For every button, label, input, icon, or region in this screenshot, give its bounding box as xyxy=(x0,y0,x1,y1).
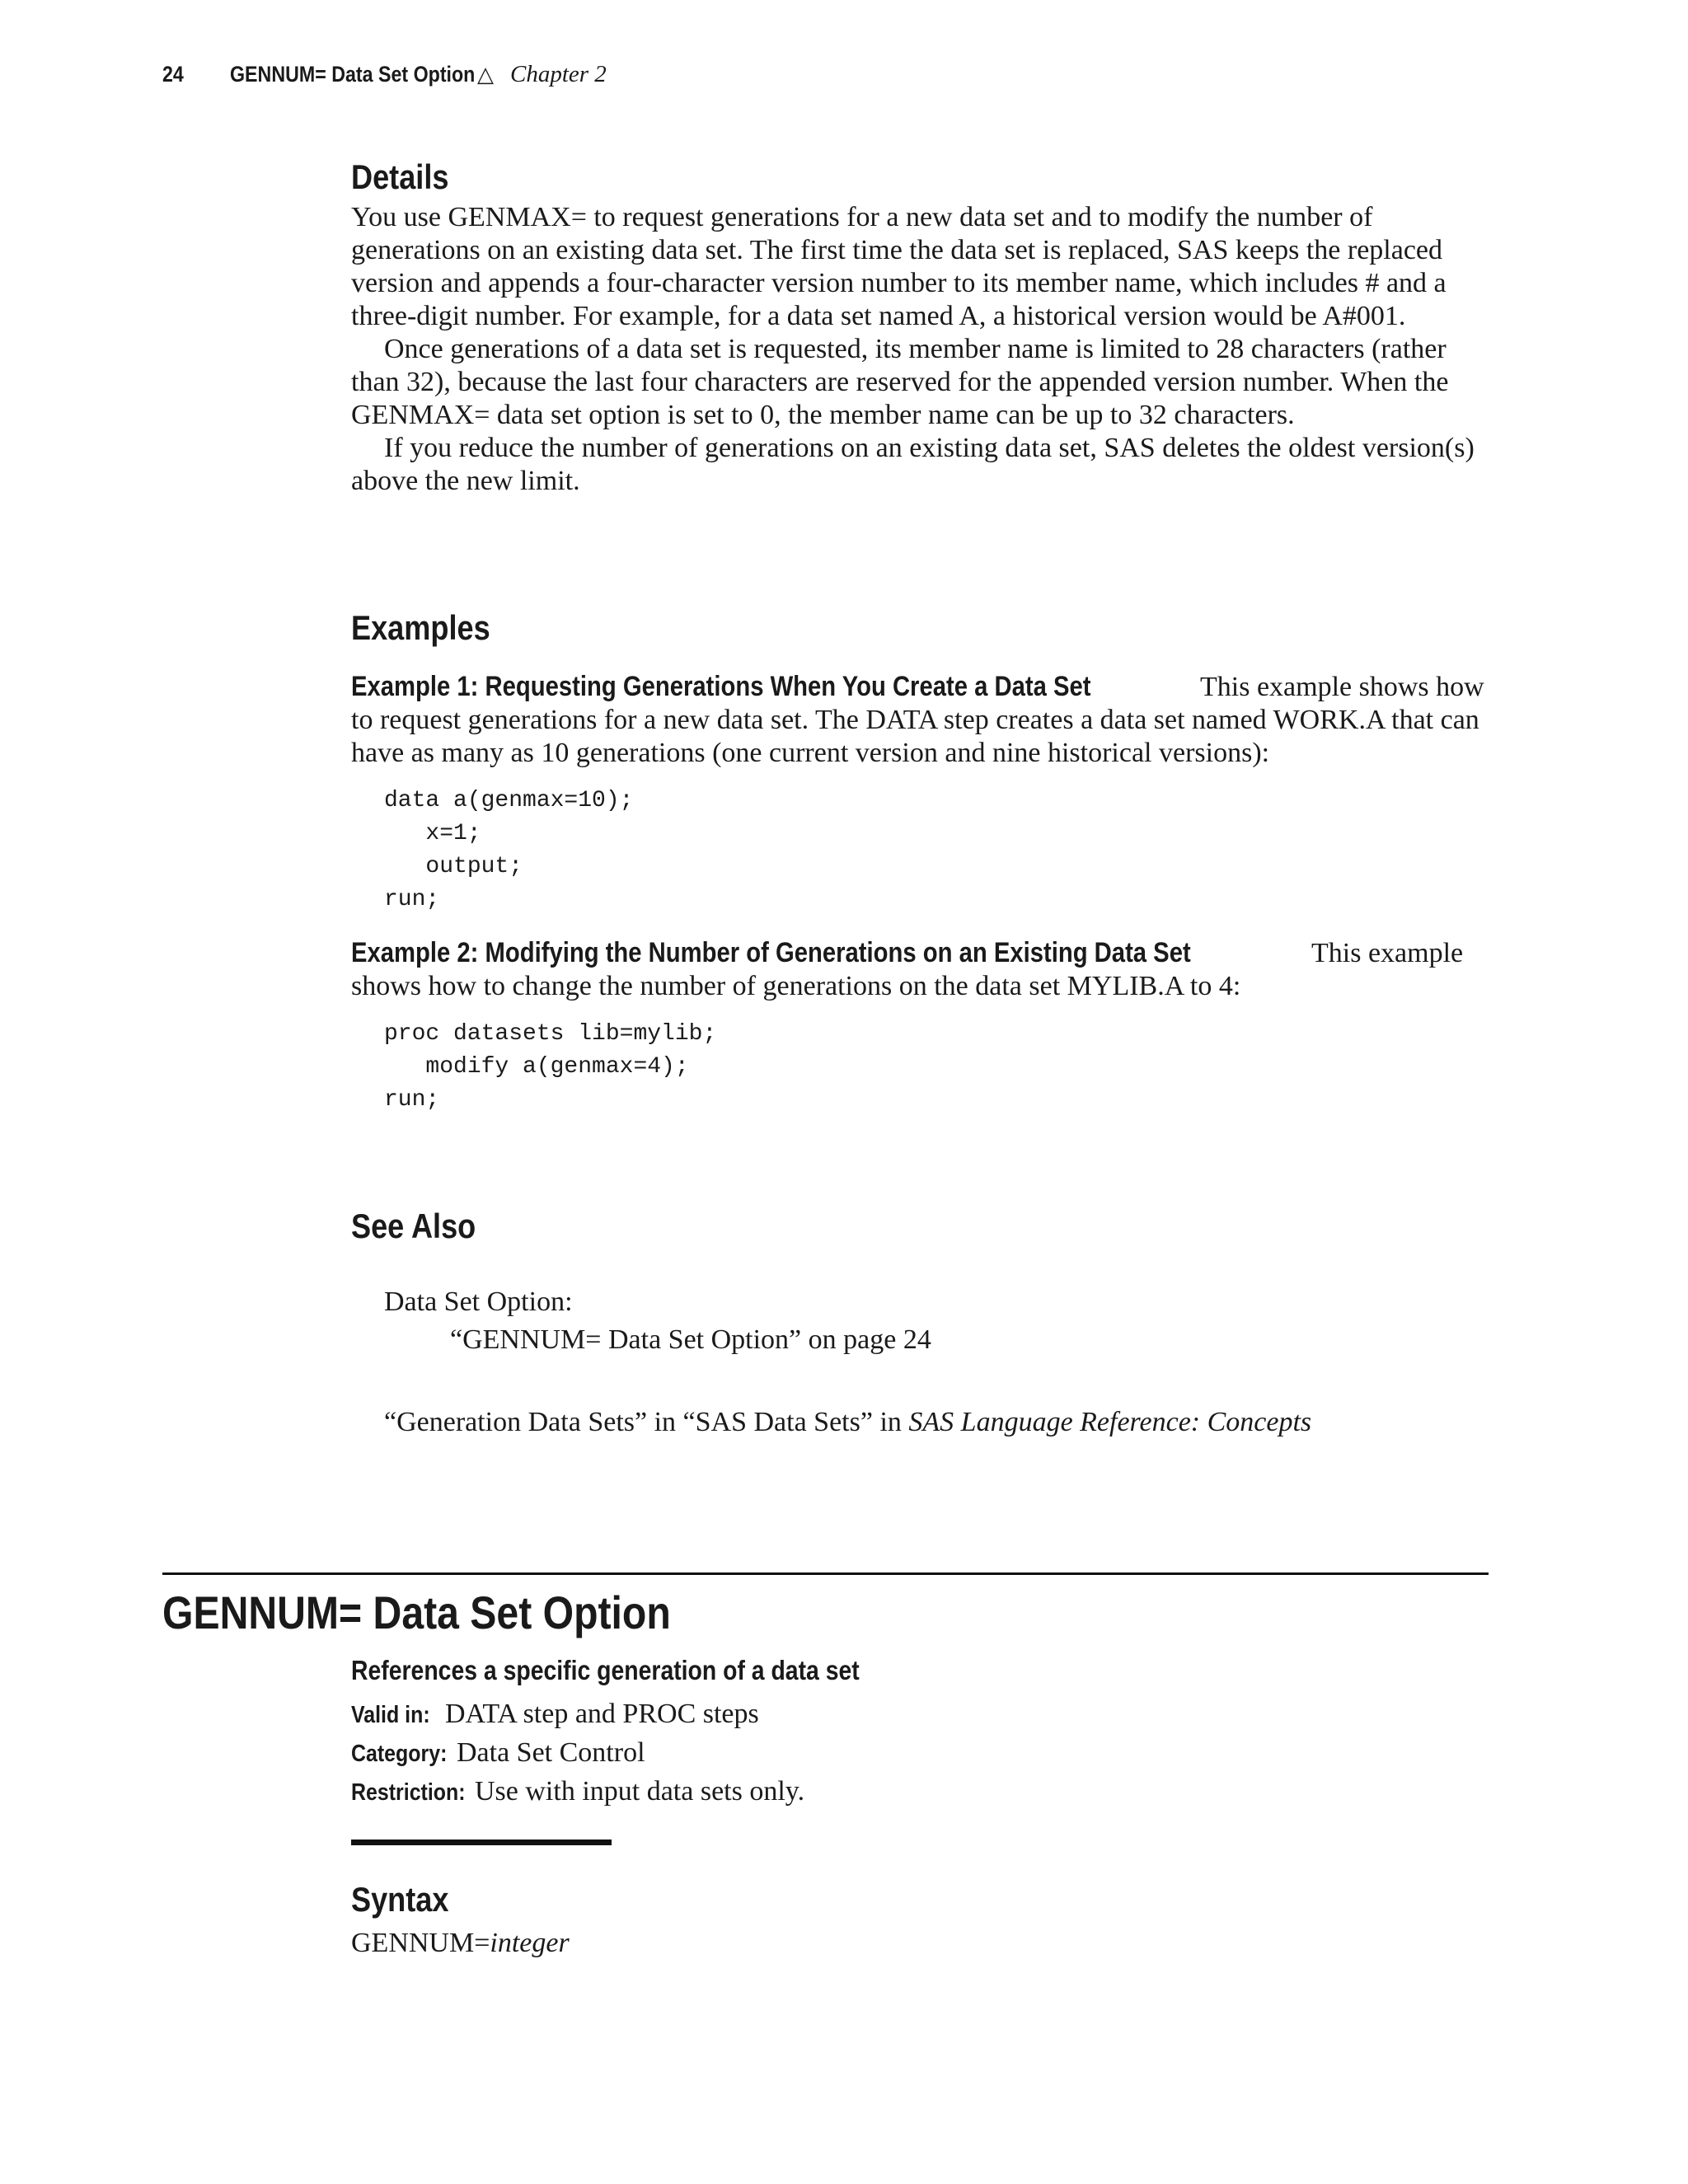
category-label: Category: xyxy=(351,1741,448,1767)
see-also-link-generation-data-sets[interactable] xyxy=(351,1404,1489,1441)
syntax-keyword: GENNUM= xyxy=(351,1928,490,1958)
code-line: run; xyxy=(384,1087,440,1113)
syntax-line xyxy=(351,1927,1489,1960)
running-title: GENNUM= Data Set Option xyxy=(230,62,476,87)
see-also-heading: See Also xyxy=(351,1207,476,1245)
code-line: output; xyxy=(384,854,523,879)
example-1 xyxy=(351,670,1489,770)
restriction-value: Use with input data sets only. xyxy=(475,1776,805,1807)
category-row xyxy=(351,1734,1489,1773)
valid-in-label: Valid in: xyxy=(351,1702,430,1728)
details-paragraph-2: Once generations of a data set is requested, its member name is limited to 28 characters (rather than 32), because the last four characters are reserved for the appended version number. When the GENMAX= data set option is set to 0, the member name can be up to 32 characters. xyxy=(351,334,1449,430)
summary-rule xyxy=(351,1840,612,1845)
example-2-code xyxy=(351,1018,1489,1117)
section-divider xyxy=(162,1572,1489,1575)
details-paragraph-3: If you reduce the number of generations on an existing data set, SAS deletes the oldest version(s) above the new limit. xyxy=(351,433,1475,496)
gennum-summary xyxy=(351,1652,1489,1811)
see-also-label: Data Set Option: xyxy=(384,1286,573,1317)
valid-in-row xyxy=(351,1695,1489,1734)
example-1-text: This example shows how to request generations for a new data set. The DATA step creates a data set named WORK.A that can have as many as 10 generations (one current version and nine historical versions): xyxy=(351,672,1484,768)
example-1-code xyxy=(351,785,1489,916)
running-header xyxy=(162,61,607,88)
example-2-text: This example shows how to change the number of generations on the data set MYLIB.A to 4: xyxy=(351,938,1464,1001)
see-also-section xyxy=(351,1206,1489,1441)
page-number: 24 xyxy=(162,62,184,87)
code-line: x=1; xyxy=(384,821,481,846)
example-1-title: Example 1: Requesting Generations When You Create a Data Set xyxy=(351,671,1091,702)
see-also-link-gennum[interactable]: “GENNUM= Data Set Option” on page 24 xyxy=(450,1324,931,1355)
example-2-title: Example 2: Modifying the Number of Generations on an Existing Data Set xyxy=(351,937,1191,968)
example-2 xyxy=(351,936,1489,1003)
category-value: Data Set Control xyxy=(457,1737,645,1768)
triangle-icon: △ xyxy=(477,62,494,87)
details-heading: Details xyxy=(351,157,449,196)
examples-heading: Examples xyxy=(351,608,490,647)
chapter-label: Chapter 2 xyxy=(510,61,607,87)
code-line: modify a(genmax=4); xyxy=(384,1054,689,1080)
book-title: SAS Language Reference: Concepts xyxy=(908,1407,1312,1437)
examples-section xyxy=(351,607,1489,1117)
syntax-argument: integer xyxy=(490,1928,570,1958)
code-line: data a(genmax=10); xyxy=(384,788,634,813)
gennum-subtitle: References a specific generation of a data set xyxy=(351,1655,860,1685)
code-line: proc datasets lib=mylib; xyxy=(384,1021,717,1047)
details-paragraph-1: You use GENMAX= to request generations for a new data set and to modify the number of generations on an existing data set. The first time the data set is replaced, SAS keeps the replaced version and appends a four-character version number to its member name, which includes # and a three-digit number. For example, for a data set named A, a historical version would be A#001. xyxy=(351,202,1447,331)
restriction-row xyxy=(351,1773,1489,1811)
details-section xyxy=(351,157,1489,498)
code-line: run; xyxy=(384,887,440,912)
syntax-section xyxy=(351,1879,1489,1960)
see-also-link-text: “Generation Data Sets” in “SAS Data Sets” in xyxy=(384,1407,909,1437)
valid-in-value: DATA step and PROC steps xyxy=(445,1699,759,1729)
syntax-heading: Syntax xyxy=(351,1880,449,1919)
restriction-label: Restriction: xyxy=(351,1779,466,1806)
gennum-title: GENNUM= Data Set Option xyxy=(162,1586,671,1638)
